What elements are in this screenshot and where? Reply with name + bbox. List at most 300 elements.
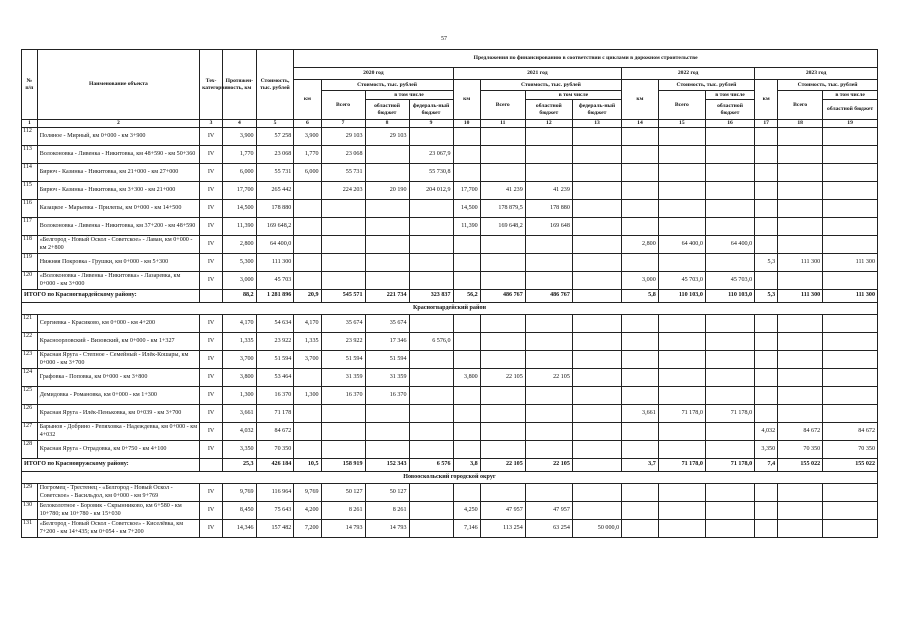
table-cell: 54 634 [256, 315, 294, 333]
column-number: 9 [409, 120, 453, 128]
table-cell [778, 502, 823, 520]
table-cell [409, 502, 453, 520]
total-cell: 3,7 [622, 459, 659, 472]
table-cell [409, 484, 453, 502]
table-cell [622, 502, 659, 520]
table-cell [525, 128, 572, 146]
table-cell: 14 793 [365, 520, 409, 538]
table-cell: 204 012,9 [409, 182, 453, 200]
table-cell [453, 254, 480, 272]
table-row [22, 218, 878, 236]
total-cell: 155 022 [778, 459, 823, 472]
table-cell: 9,769 [223, 484, 257, 502]
total-cell: 486 767 [525, 290, 572, 303]
column-number: 5 [256, 120, 294, 128]
header-incl: в том числе [705, 91, 754, 100]
table-cell [365, 441, 409, 459]
table-cell [705, 520, 754, 538]
table-cell [321, 236, 365, 254]
table-cell [823, 146, 878, 164]
total-cell: 323 837 [409, 290, 453, 303]
table-cell [622, 164, 659, 182]
table-cell [622, 254, 659, 272]
table-cell [778, 520, 823, 538]
table-cell: 6 576,0 [409, 333, 453, 351]
table-cell [294, 254, 321, 272]
header-category: Тех-категория [200, 50, 223, 120]
row-number: 112 [22, 128, 38, 146]
header-km: км [755, 80, 778, 120]
row-number: 126 [22, 405, 38, 423]
header-incl: в том числе [525, 91, 621, 100]
table-cell: IV [200, 236, 223, 254]
header-cost-2021: Стоимость, тыс. рублей [480, 80, 621, 91]
table-cell [453, 315, 480, 333]
table-body [22, 128, 878, 538]
table-cell: IV [200, 423, 223, 441]
table-cell [572, 254, 621, 272]
table-cell [409, 520, 453, 538]
table-row [22, 333, 878, 351]
column-number: 4 [223, 120, 257, 128]
total-row [22, 459, 878, 472]
table-cell: 14,346 [223, 520, 257, 538]
table-cell [705, 351, 754, 369]
table-cell [755, 146, 778, 164]
table-cell: IV [200, 200, 223, 218]
table-cell [622, 441, 659, 459]
table-cell [453, 405, 480, 423]
table-row [22, 520, 878, 538]
table-cell [572, 236, 621, 254]
table-cell: 3,700 [223, 351, 257, 369]
header-regional: областной бюджет [823, 100, 878, 120]
table-cell [480, 405, 525, 423]
total-cell: 5,8 [622, 290, 659, 303]
table-cell [622, 369, 659, 387]
table-cell [321, 272, 365, 290]
table-cell: 64 400,0 [658, 236, 705, 254]
table-cell [294, 182, 321, 200]
table-cell: 6,000 [223, 164, 257, 182]
table-cell [572, 128, 621, 146]
table-cell: IV [200, 218, 223, 236]
table-row [22, 502, 878, 520]
table-cell [453, 484, 480, 502]
table-cell [572, 405, 621, 423]
table-cell [409, 128, 453, 146]
table-cell [453, 128, 480, 146]
header-incl: в том числе [365, 91, 453, 100]
row-number: 131 [22, 520, 38, 538]
total-cell: 5,3 [755, 290, 778, 303]
table-cell: 47 957 [525, 502, 572, 520]
table-cell [778, 164, 823, 182]
total-cell: 426 184 [256, 459, 294, 472]
total-cell: 6 576 [409, 459, 453, 472]
table-cell [778, 182, 823, 200]
table-cell [622, 387, 659, 405]
header-2020: 2020 год [294, 68, 453, 80]
table-cell: 84 672 [823, 423, 878, 441]
table-cell: IV [200, 164, 223, 182]
table-cell: 1,770 [294, 146, 321, 164]
table-cell: 64 400,0 [705, 236, 754, 254]
table-cell [409, 218, 453, 236]
table-cell: 178 880 [256, 200, 294, 218]
table-cell: 169 648,2 [256, 218, 294, 236]
total-cell [572, 290, 621, 303]
table-cell [705, 218, 754, 236]
table-cell [755, 520, 778, 538]
table-cell [409, 272, 453, 290]
table-cell [453, 272, 480, 290]
table-cell [622, 128, 659, 146]
table-cell [409, 423, 453, 441]
row-number: 125 [22, 387, 38, 405]
header-num: № п/п [22, 50, 38, 120]
column-number: 12 [525, 120, 572, 128]
table-cell: 17,700 [453, 182, 480, 200]
table-cell [755, 333, 778, 351]
table-cell: 3,000 [622, 272, 659, 290]
table-cell [525, 441, 572, 459]
table-cell [778, 272, 823, 290]
table-cell [321, 423, 365, 441]
column-number: 15 [658, 120, 705, 128]
table-cell [778, 146, 823, 164]
table-cell: 84 672 [256, 423, 294, 441]
table-cell [480, 387, 525, 405]
table-cell: 6,000 [294, 164, 321, 182]
table-cell [572, 484, 621, 502]
table-cell [823, 128, 878, 146]
table-cell [572, 182, 621, 200]
table-cell: 71 178,0 [705, 405, 754, 423]
table-cell [572, 423, 621, 441]
table-cell: 35 674 [365, 315, 409, 333]
table-cell [705, 200, 754, 218]
table-cell: IV [200, 520, 223, 538]
table-cell: 64 400,0 [256, 236, 294, 254]
table-cell: 157 482 [256, 520, 294, 538]
table-cell [525, 484, 572, 502]
table-cell [755, 200, 778, 218]
total-cell: 3,8 [453, 459, 480, 472]
table-cell: IV [200, 333, 223, 351]
table-cell [622, 423, 659, 441]
table-cell [321, 200, 365, 218]
table-cell: 20 190 [365, 182, 409, 200]
total-label: ИТОГО по Красногвардейскому району: [22, 290, 200, 303]
header-total: Всего [658, 91, 705, 120]
row-number: 127 [22, 423, 38, 441]
total-cell: 88,2 [223, 290, 257, 303]
column-number-row [22, 120, 878, 128]
table-cell [365, 254, 409, 272]
table-cell [453, 333, 480, 351]
object-name: Красная Яруга - Отрадовка, км 0+750 - км 4+100 [37, 441, 199, 459]
table-cell [409, 405, 453, 423]
row-number: 124 [22, 369, 38, 387]
total-cell: 545 571 [321, 290, 365, 303]
table-cell: 50 127 [365, 484, 409, 502]
table-cell [525, 333, 572, 351]
table-cell: 116 964 [256, 484, 294, 502]
table-cell [525, 146, 572, 164]
table-cell [480, 315, 525, 333]
table-cell [525, 254, 572, 272]
table-cell [658, 128, 705, 146]
total-cell: 111 300 [823, 290, 878, 303]
table-cell: 7,146 [453, 520, 480, 538]
total-label: ИТОГО по Краснояружскому району: [22, 459, 200, 472]
table-cell: 1,300 [223, 387, 257, 405]
column-number: 1 [22, 120, 38, 128]
table-cell: 70 350 [256, 441, 294, 459]
table-cell [823, 182, 878, 200]
header-total: Всего [321, 91, 365, 120]
table-cell [755, 502, 778, 520]
header-length: Протяжен-ность, км [223, 50, 257, 120]
table-cell [778, 484, 823, 502]
table-cell [755, 369, 778, 387]
total-cell [200, 290, 223, 303]
table-cell: IV [200, 502, 223, 520]
table-cell: 41 239 [480, 182, 525, 200]
table-cell: 7,200 [294, 520, 321, 538]
table-cell [453, 146, 480, 164]
object-name: Погромец - Трестенец - «Белгород - Новый Оскол - Советское» - Васильдол, км 0+000 - км 9+769 [37, 484, 199, 502]
column-number: 16 [705, 120, 754, 128]
table-cell: 50 000,0 [572, 520, 621, 538]
table-cell [778, 369, 823, 387]
table-cell: IV [200, 369, 223, 387]
table-cell [409, 200, 453, 218]
table-cell [409, 369, 453, 387]
table-cell: 111 300 [823, 254, 878, 272]
table-cell: 14 793 [321, 520, 365, 538]
column-number: 14 [622, 120, 659, 128]
table-cell [572, 387, 621, 405]
table-row [22, 254, 878, 272]
table-cell: 23 068 [256, 146, 294, 164]
table-cell: IV [200, 315, 223, 333]
table-cell [658, 254, 705, 272]
table-cell [480, 164, 525, 182]
total-cell: 56,2 [453, 290, 480, 303]
table-row [22, 351, 878, 369]
object-name: Казацкое - Марьевка - Прилепы, км 0+000 - км 14+500 [37, 200, 199, 218]
table-cell [480, 333, 525, 351]
table-cell [658, 315, 705, 333]
object-name: Бирюч - Казинка - Никитовка, км 21+000 - км 27+000 [37, 164, 199, 182]
table-cell [409, 236, 453, 254]
table-cell [658, 351, 705, 369]
total-cell [200, 459, 223, 472]
table-cell [823, 484, 878, 502]
header-federal: федераль-ный бюджет [572, 100, 621, 120]
table-cell [823, 333, 878, 351]
table-cell [755, 315, 778, 333]
table-cell: 3,000 [223, 272, 257, 290]
table-cell [365, 200, 409, 218]
row-number: 116 [22, 200, 38, 218]
table-cell [480, 272, 525, 290]
object-name: Красная Яруга - Степное - Семейный - Илёк-Кошары, км 0+000 - км 3+700 [37, 351, 199, 369]
row-number: 130 [22, 502, 38, 520]
table-cell [755, 484, 778, 502]
table-cell [525, 272, 572, 290]
table-cell: 1,335 [223, 333, 257, 351]
table-cell: 2,800 [622, 236, 659, 254]
table-cell: 50 127 [321, 484, 365, 502]
table-cell: 63 254 [525, 520, 572, 538]
table-cell [755, 128, 778, 146]
table-cell [778, 387, 823, 405]
table-cell: 16 370 [256, 387, 294, 405]
table-cell [705, 254, 754, 272]
table-cell: IV [200, 405, 223, 423]
table-cell [778, 315, 823, 333]
total-cell: 22 105 [525, 459, 572, 472]
table-cell: 51 594 [321, 351, 365, 369]
table-cell [365, 405, 409, 423]
table-cell: 4,200 [294, 502, 321, 520]
table-cell: 57 258 [256, 128, 294, 146]
total-cell: 7,4 [755, 459, 778, 472]
table-cell [294, 369, 321, 387]
table-cell [823, 369, 878, 387]
table-row [22, 387, 878, 405]
total-cell [572, 459, 621, 472]
table-cell [321, 441, 365, 459]
table-cell: 178 879,5 [480, 200, 525, 218]
table-row [22, 272, 878, 290]
table-cell [823, 315, 878, 333]
section-title: Новооскольский городской округ [22, 472, 878, 484]
table-cell: IV [200, 128, 223, 146]
table-cell: 29 103 [365, 128, 409, 146]
table-cell [572, 200, 621, 218]
table-cell: 55 731 [321, 164, 365, 182]
table-cell [658, 387, 705, 405]
header-total: Всего [778, 91, 823, 120]
table-cell [658, 369, 705, 387]
table-cell [365, 218, 409, 236]
table-cell [453, 351, 480, 369]
table-cell [823, 218, 878, 236]
table-cell: 45 703,0 [705, 272, 754, 290]
table-cell: 23 068 [321, 146, 365, 164]
table-cell: 55 731 [256, 164, 294, 182]
table-cell: 23 922 [321, 333, 365, 351]
object-name: Демидовка - Романовка, км 0+000 - км 1+300 [37, 387, 199, 405]
table-cell [572, 351, 621, 369]
table-cell [823, 351, 878, 369]
header-cost-2020: Стоимость, тыс. рублей [321, 80, 453, 91]
table-cell [453, 236, 480, 254]
table-cell [658, 520, 705, 538]
row-number: 115 [22, 182, 38, 200]
table-cell [705, 387, 754, 405]
object-name: Нижняя Покровка - Грушки, км 0+000 - км 5+300 [37, 254, 199, 272]
table-cell [823, 272, 878, 290]
table-cell: 224 203 [321, 182, 365, 200]
table-cell [365, 146, 409, 164]
table-cell: 3,800 [453, 369, 480, 387]
section-row [22, 472, 878, 484]
table-cell [409, 315, 453, 333]
table-cell [705, 146, 754, 164]
table-cell: 5,300 [223, 254, 257, 272]
table-cell [778, 333, 823, 351]
total-cell: 22 105 [480, 459, 525, 472]
header-2023: 2023 год [755, 68, 878, 80]
table-cell: 41 239 [525, 182, 572, 200]
row-number: 123 [22, 351, 38, 369]
table-cell [622, 484, 659, 502]
table-cell: 14,500 [453, 200, 480, 218]
table-cell: 3,350 [755, 441, 778, 459]
table-cell: 29 103 [321, 128, 365, 146]
table-row [22, 182, 878, 200]
table-cell [622, 333, 659, 351]
table-cell [480, 423, 525, 441]
table-cell [755, 236, 778, 254]
total-cell: 158 919 [321, 459, 365, 472]
table-cell [705, 333, 754, 351]
table-cell: 17,700 [223, 182, 257, 200]
table-cell: 55 730,8 [409, 164, 453, 182]
table-cell [658, 484, 705, 502]
header-2022: 2022 год [622, 68, 755, 80]
column-number: 18 [778, 120, 823, 128]
object-name: «Белгород - Новый Оскол - Советское» - Киселёвка, км 7+200 - км 14+435; км 0+054 - км 7+200 [37, 520, 199, 538]
header-regional: областной бюджет [525, 100, 572, 120]
table-cell [294, 441, 321, 459]
table-cell: 8,450 [223, 502, 257, 520]
table-cell [755, 351, 778, 369]
table-cell: 11,390 [223, 218, 257, 236]
row-number: 129 [22, 484, 38, 502]
table-cell: 23 067,9 [409, 146, 453, 164]
table-cell: 3,661 [223, 405, 257, 423]
table-cell: IV [200, 441, 223, 459]
table-cell [321, 254, 365, 272]
table-cell: 17 346 [365, 333, 409, 351]
table-cell [572, 333, 621, 351]
table-cell: 1,335 [294, 333, 321, 351]
page-number: 57 [441, 36, 447, 42]
table-cell [525, 236, 572, 254]
object-name: Красная Яруга - Илёк-Пеньковка, км 0+039 - км 3+700 [37, 405, 199, 423]
column-number: 6 [294, 120, 321, 128]
header-cost: Стоимость, тыс. рублей [256, 50, 294, 120]
table-cell: 71 178 [256, 405, 294, 423]
table-cell [705, 182, 754, 200]
table-cell [365, 236, 409, 254]
table-cell [658, 200, 705, 218]
table-cell [823, 236, 878, 254]
table-row [22, 146, 878, 164]
table-cell [778, 128, 823, 146]
table-cell: 70 350 [778, 441, 823, 459]
row-number: 117 [22, 218, 38, 236]
table-cell [409, 387, 453, 405]
table-cell [294, 218, 321, 236]
header-cost-2023: Стоимость, тыс. рублей [778, 80, 878, 91]
